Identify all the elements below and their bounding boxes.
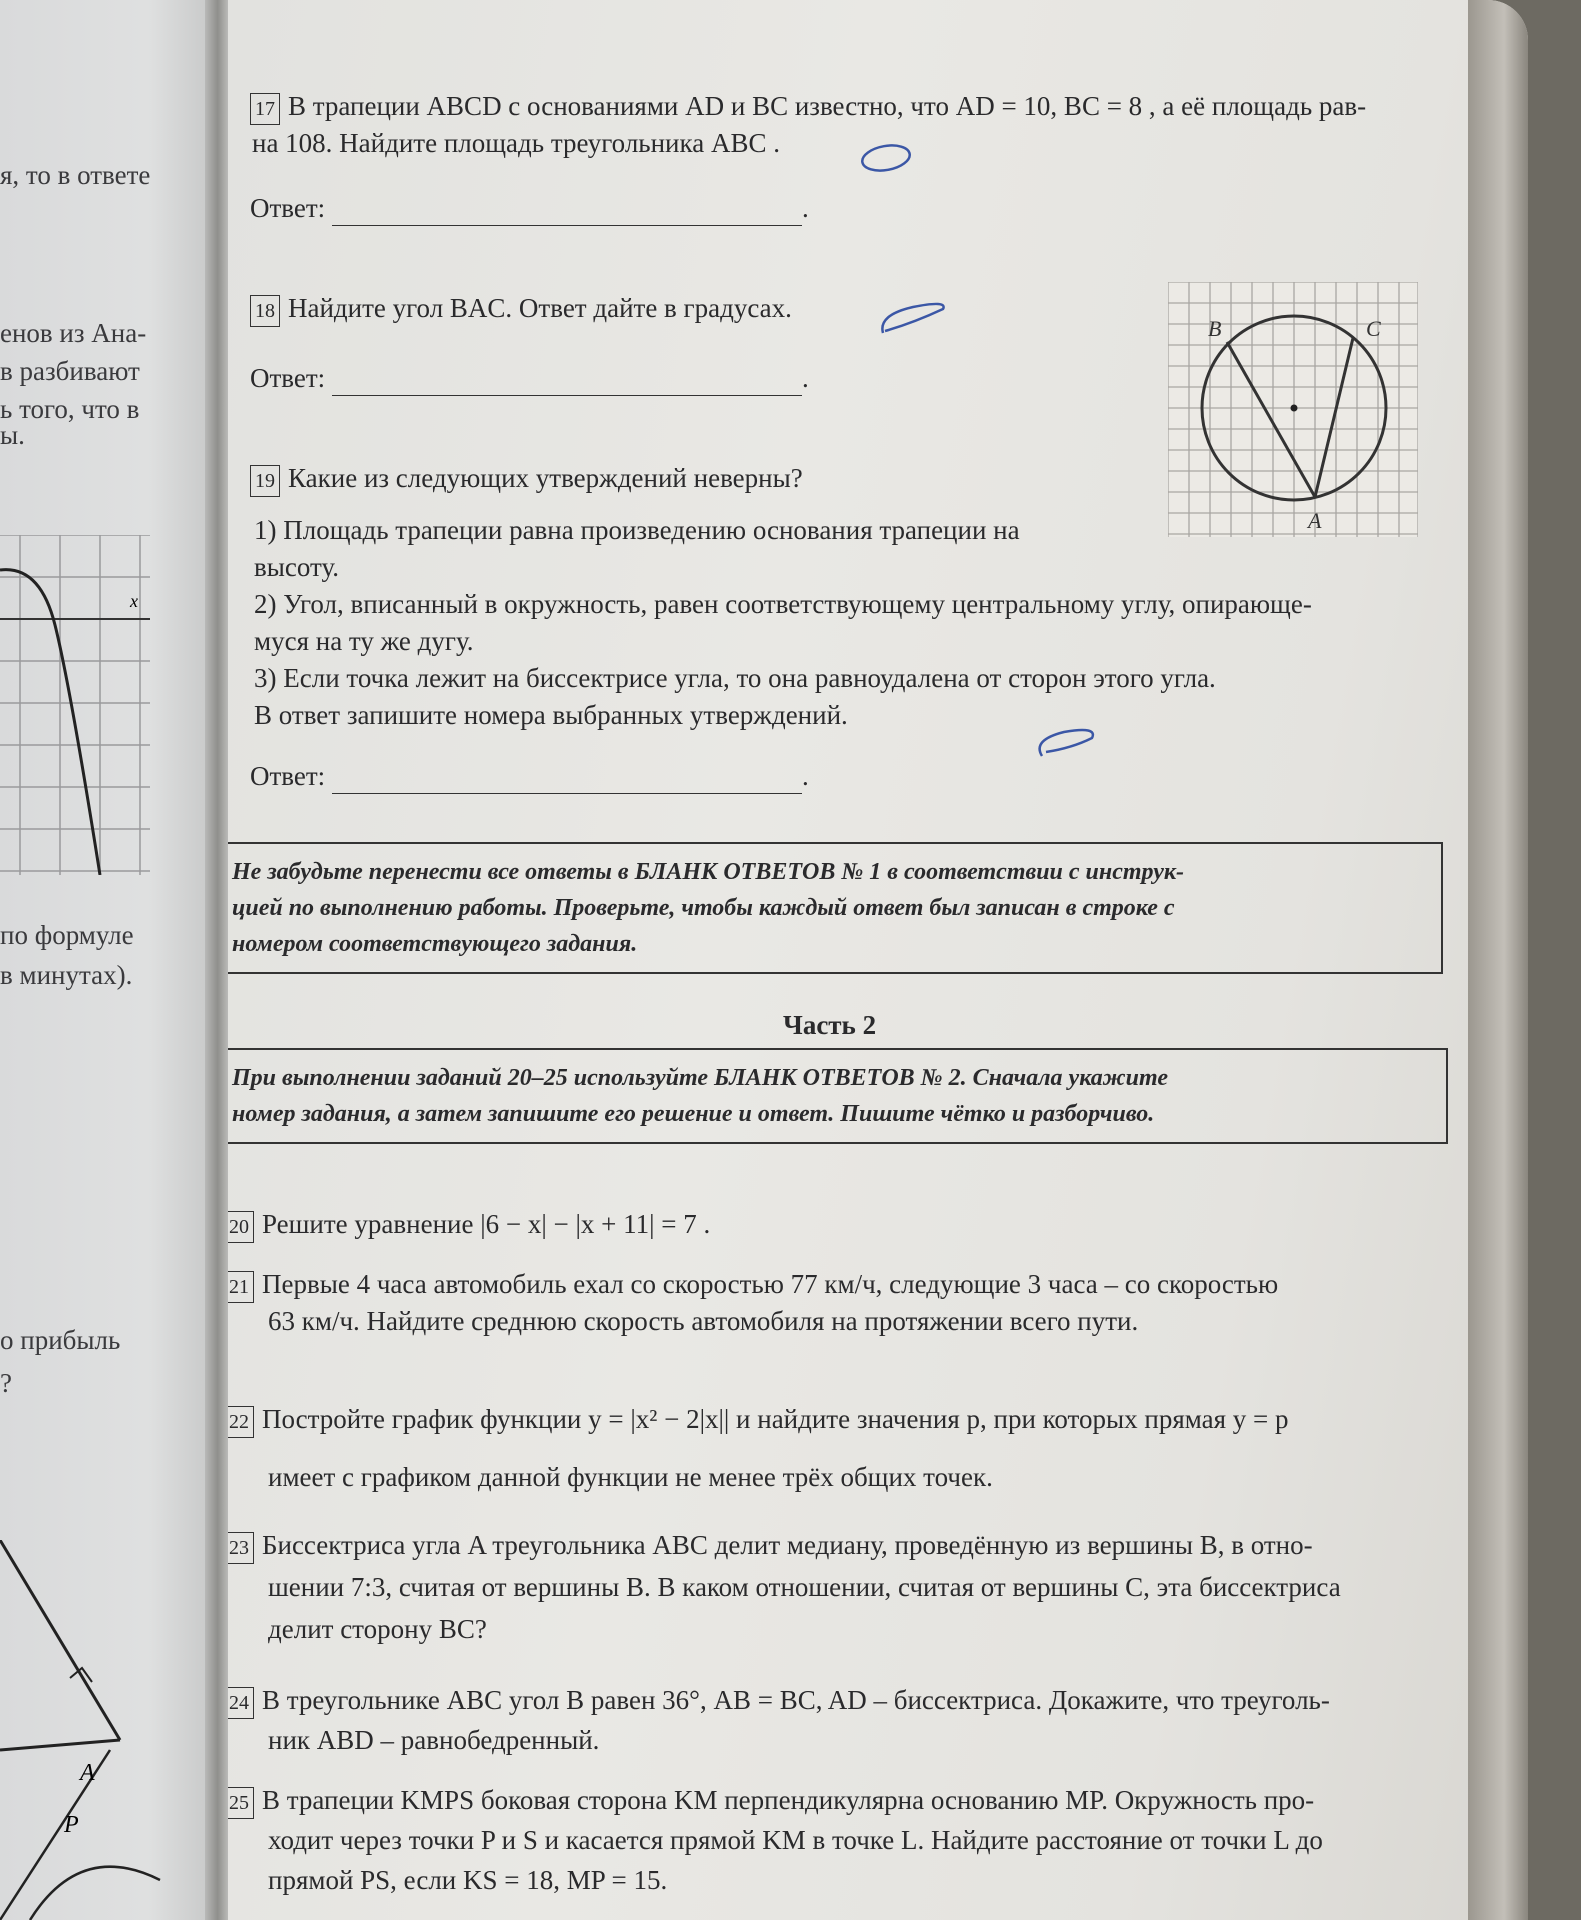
task-text: ник ABD – равнобедренный. (268, 1725, 600, 1755)
task-21 (228, 1266, 1278, 1339)
left-fragment: ь того, что в (0, 394, 140, 424)
task-text: Постройте график функции y = |x² − 2|x|| и найдите значения p, при которых прямая y = p (262, 1404, 1289, 1434)
task-24 (228, 1680, 1330, 1760)
task-number: 20 (228, 1211, 254, 1243)
task-19-statements (254, 512, 1312, 734)
task-number: 19 (250, 465, 280, 497)
page-edge (1468, 0, 1528, 1920)
right-page (228, 0, 1528, 1920)
task-17 (250, 88, 1366, 161)
figure-label-b: B (1208, 316, 1222, 341)
notice-line: цией по выполнению работы. Проверьте, чтобы каждый ответ был записан в строке с (232, 895, 1175, 921)
task-text: В трапеции ABCD с основаниями AD и BC известно, что AD = 10, BC = 8 , а её площадь рав- (288, 91, 1367, 121)
task-number: 23 (228, 1532, 254, 1564)
pencil-mark (873, 295, 953, 345)
answer-label: Ответ: (250, 761, 326, 791)
task-number: 18 (250, 295, 280, 327)
answer-18: Ответ: . (250, 360, 809, 396)
task-18 (250, 290, 792, 327)
graph-axis-label: x (130, 591, 138, 611)
answer-label: Ответ: (250, 193, 326, 223)
left-fragment: енов из Ана- (0, 318, 147, 348)
task-text: имеет с графиком данной функции не менее трёх общих точек. (268, 1462, 993, 1492)
answer-19: Ответ: . (250, 758, 809, 794)
answer-line[interactable] (332, 369, 802, 396)
statement-1-cont: высоту. (254, 552, 340, 582)
pencil-mark (856, 138, 916, 178)
figure-label-a: A (1308, 508, 1322, 533)
statement-1: 1) Площадь трапеции равна произведению основания трапеции на (254, 515, 1020, 545)
left-fragment: в минутах). (0, 960, 133, 990)
left-fragment: я, то в ответе (0, 160, 151, 190)
triangle-label-p: P (64, 1812, 79, 1838)
task-text: Биссектриса угла A треугольника ABC делит медиану, проведённую из вершины B, в отно- (262, 1530, 1313, 1560)
task-19 (250, 460, 803, 497)
left-page (0, 0, 212, 1920)
triangle-label-a: A (80, 1760, 95, 1786)
notice-answer-sheet-2 (228, 1048, 1448, 1144)
statement-2: 2) Угол, вписанный в окружность, равен соответствующему центральному углу, опирающе- (254, 589, 1312, 619)
notice-answer-sheet-1 (228, 842, 1443, 974)
task-20 (228, 1206, 710, 1243)
task-text: Первые 4 часа автомобиль ехал со скоростью 77 км/ч, следующие 3 часа – со скоростью (262, 1269, 1279, 1299)
notice-line: Не забудьте перенести все ответы в БЛАНК ОТВЕТОВ № 1 в соответствии с инструк- (232, 859, 1185, 885)
task-number: 25 (228, 1787, 254, 1819)
left-fragment: ? (0, 1368, 12, 1398)
left-fragment: ы. (0, 420, 25, 450)
answer-17: Ответ: . (250, 190, 809, 226)
notice-line: номером соответствующего задания. (232, 931, 638, 957)
task-text: делит сторону BC? (268, 1614, 487, 1644)
task-text: Найдите угол BAC. Ответ дайте в градусах. (288, 293, 792, 323)
answer-line[interactable] (332, 767, 802, 794)
answer-line[interactable] (332, 199, 802, 226)
task-25 (228, 1780, 1323, 1900)
circle-grid-figure (1168, 282, 1418, 537)
task-text: В треугольнике ABC угол B равен 36°, AB = BC, AD – биссектриса. Докажите, что треуголь- (262, 1685, 1330, 1715)
task-text: В трапеции KMPS боковая сторона KM перпендикулярна основанию MP. Окружность про- (262, 1785, 1315, 1815)
task-instruction: В ответ запишите номера выбранных утверждений. (254, 700, 848, 730)
part-title: Часть 2 (783, 1010, 877, 1040)
left-fragment: в разбивают (0, 356, 140, 386)
task-text: Решите уравнение |6 − x| − |x + 11| = 7 . (262, 1209, 711, 1239)
task-text: шении 7:3, считая от вершины B. В каком отношении, считая от вершины C, эта биссектриса (268, 1572, 1341, 1602)
task-number: 22 (228, 1406, 254, 1438)
left-graph (0, 535, 150, 875)
left-fragment: по формуле (0, 920, 134, 950)
statement-2-cont: муся на ту же дугу. (254, 626, 474, 656)
pencil-mark (1028, 722, 1108, 772)
task-23 (228, 1524, 1341, 1650)
task-text: ходит через точки P и S и касается прямой KM в точке L. Найдите расстояние от точки L до (268, 1825, 1323, 1855)
task-number: 21 (228, 1271, 254, 1303)
task-22 (228, 1390, 1289, 1506)
notice-line: При выполнении заданий 20–25 используйте БЛАНК ОТВЕТОВ № 2. Сначала укажите (232, 1065, 1168, 1091)
notice-line: номер задания, а затем запишите его решение и ответ. Пишите чётко и разборчиво. (232, 1101, 1155, 1127)
task-text: 63 км/ч. Найдите среднюю скорость автомобиля на протяжении всего пути. (268, 1305, 1139, 1336)
task-text: на 108. Найдите площадь треугольника ABC . (252, 127, 780, 158)
task-question: Какие из следующих утверждений неверны? (288, 463, 803, 493)
statement-3: 3) Если точка лежит на биссектрисе угла, то она равноудалена от сторон этого угла. (254, 663, 1216, 693)
left-triangle-figure (0, 1540, 200, 1920)
task-number: 24 (228, 1687, 254, 1719)
task-number: 17 (250, 93, 280, 125)
left-fragment: о прибыль (0, 1325, 121, 1355)
figure-label-c: C (1366, 316, 1381, 341)
task-text: прямой PS, если KS = 18, MP = 15. (268, 1865, 668, 1895)
answer-label: Ответ: (250, 363, 326, 393)
